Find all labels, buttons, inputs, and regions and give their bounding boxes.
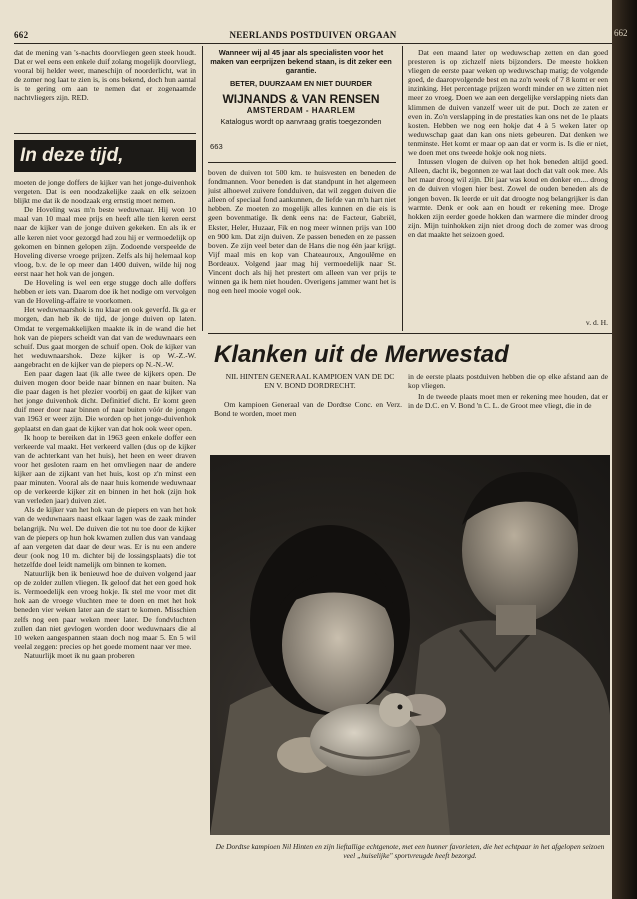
section-rule <box>208 333 612 334</box>
column-divider <box>202 46 203 331</box>
photo-caption: De Dordtse kampioen Nil Hinten en zijn lieftallige echtgenote, met een hunner favorieten, die het echtpaar in het afgelopen seizoen veel „huiselijke" sportvreugde heeft bezorgd. <box>215 842 605 860</box>
paragraph: Het weduwnaarshok is nu klaar en ook geverfd. Ik ga er morgen, dan heb ik de tijd, de jonge duiven op laten. Omdat te vergemakkelijken maakte ik in de wand die het hok van de piepers scheidt van dat van de weduwnaars een schuif. Dus gaat morgen de schuif open. Ook de kijker van het weduwnaarshok. Deze kijker is op W.-Z.-W. aangebracht en de kijker van de piepers op N.-N.-W. <box>14 305 196 369</box>
advertisement <box>208 48 394 126</box>
article-title: Klanken uit de Merwestad <box>214 341 509 368</box>
editor-note: dat de mening van 's-nachts doorvliegen geen steek houdt. Dat er wel eens een enkele duif zolang mogelijk doorvliegt, vooral bij helder weer, maneschijn of noorderlicht, wat in de zomer nog laat te zien is, is ons bekend, doch hun aantal is te gering om aan te nemen dat er zogenaamde nachtvliegers zijn. RED. <box>14 48 196 103</box>
ad-slogan: BETER, DUURZAAM EN NIET DUURDER <box>229 79 373 88</box>
ad-city: AMSTERDAM - HAARLEM <box>246 106 356 115</box>
section-banner: In deze tijd, <box>14 140 196 172</box>
ad-rule <box>208 162 396 163</box>
header-rule <box>14 43 612 44</box>
article-intro-right-2: In de tweede plaats moet men er rekening mee houden, dat er in de D.C. en V. Bond 'n C. L. de Groot mee vliegt, die in de <box>408 392 608 411</box>
page-number-left: 662 <box>14 30 29 40</box>
photo-illustration <box>210 455 610 835</box>
ad-company: WIJNANDS & VAN RENSEN <box>222 92 380 106</box>
ad-intro: Wanneer wij al 45 jaar als specialisten voor het maken van eerprijzen bekend staan, is dit zeker een garantie. <box>210 48 392 75</box>
publication-title: NEERLANDS POSTDUIVEN ORGAAN <box>229 30 397 40</box>
column-divider <box>402 46 403 331</box>
signature: v. d. H. <box>585 318 608 327</box>
paragraph: Als de kijker van het hok van de piepers en van het hok van de weduwnaars naast elkaar lagen was de zaak minder belangrijk. Nu wel. De duiven die tot nu toe door de kijker van de piepers op hun hok kwamen zullen dus van vandaag af aan vergeten dat daar de deur was. Er is nu een andere deur (ook nog 10 m. dichter bij de lossingsplaats) die tot hetzelfde doel leidt namelijk om binnen te komen. <box>14 505 196 569</box>
paragraph: boven de duiven tot 500 km. te huisvesten en beneden de fondmannen. Voor beneden is dat standpunt in het algemeen juist alhoewel zuivere fondduiven, dat wil zeggen duiven die alleen of speciaal fond aankunnen, de liefde van m'n hart niet hebben. Ze moeten zo mogelijk alles kunnen en die eis is geen bovenmatige. Ik denk eens na: de Facteur, Gabriël, Ekster, Heler, Huzaar, Fik en nog meer winnen prijs van 100 en 900 km. Dat zijn duiven. Ze passen beneden en ze passen boven. Ze zijn veel beter dan de Hans die nog één jaar krijgt. Vijf maal mis en kop van Chateauroux, Angoulême en Bordeaux. Volgend jaar mag hij vermoedelijk naar St. Vincent doch als hij het prestert om alleen van ver prijs te winnen ga ik hem niet houden. Overigens jammer want het is nog een heel mooie vogel ook. <box>208 168 396 296</box>
ad-catalog: Katalogus wordt op aanvraag gratis toegezonden <box>220 117 382 126</box>
page-number-right: 662 <box>614 28 628 38</box>
paragraph: Een paar dagen laat (ik alle twee de kijkers open. De duiven mogen door beide naar binnen en naar buiten. Na die paar dagen is het plezier voorbij en gaat de kijker van het jonge duivenhok dicht. Definitief dicht. Er komt geen duif meer door naar binnen of naar buiten vóór de jongen van 1963 er weer zijn. Die worden op het jonge-duivenhok geplaatst en dan gaat de kijker van dat hok ook weer open. <box>14 368 196 433</box>
article-subhead: NIL HINTEN GENERAAL KAMPIOEN VAN DE DC EN V. BOND DORDRECHT. <box>225 372 395 390</box>
paragraph: moeten de jonge doffers de kijker van het jonge-duivenhok vergeten. Dat is een noodzakelijke zaak en elk seizoen blijkt me dat ik de noodzaak erg ernstig moet nemen. <box>14 178 196 206</box>
page-header <box>14 30 612 42</box>
column-3-body <box>408 48 608 316</box>
paragraph: De Hoveling is wel een erge stugge doch alle doffers hebben er iets van. Daarom doe ik het nodige om vervolgen van de Hoveling-affaire te voorkomen. <box>14 278 196 306</box>
column-1-rule <box>14 133 196 134</box>
page-edge-shadow <box>612 0 637 899</box>
paragraph: Ik hoop te bereiken dat in 1963 geen enkele doffer een verkeerde val maakt. Het verkeerd vallen (dus op de kijker van de achterkant van het huis), het heen en weer draven voor het gesloten raam en het omvliegen naar de andere kijker aan de zijkant van het huis, kost op z'n minst een paar minuten. Vooral als de naar huis komende weduwnaar op de verkeerde kijker zit en binnen in het hok (zijn hok van verleden jaar) duiven ziet. <box>14 432 196 506</box>
column-2-body <box>208 168 396 328</box>
article-intro-left: Om kampioen Generaal van de Dordtse Conc. en Verz. Bond te worden, moet men <box>214 400 402 419</box>
column-1-top <box>14 48 196 132</box>
paragraph: Intussen vlogen de duiven op het hok beneden altijd goed. Alleen, dacht ik, begonnen ze wat laat doch dat valt ook mee. Als het maar droog wil zijn. Dit jaar was koud en donker en.... droog en de duiven vlogen hier best. Zowel de ouden beneden als de jongen boven. Ik leerde er uit dat droogte nog belangrijker is dan warmte. Denk er ook aan en houdt er rekening mee. Droge hokken zijn eerder goede hokken dan warmere die minder droog zijn. Mijn tuinhokken zijn niet droog doch de zomer was droog en dat maakte het seizoen goed. <box>408 157 608 239</box>
paragraph: De Hoveling was m'n beste weduwnaar. Hij won 10 maal van 10 maal mee prijs en heeft alle tien keren eerst naar de kijker van de jonge duiven gekeken. En als ik er alle keren niet voor gezorgd had zou hij er vermoedelijk op gekomen en binnen gelopen zijn. Zodoende verspeelde de Hoveling diverse vroege prijzen. Zelfs als hij helemaal kop vloog, b.v. de le op meer dan 1400 duiven, wilde hij nog eerst naar het hok van de jongen. <box>14 205 196 278</box>
paragraph: Natuurlijk moet ik nu gaan proberen <box>24 650 135 660</box>
article-intro-right: in de eerste plaats postduiven hebben die op elke afstand aan de kop vliegen. <box>408 372 608 390</box>
paragraph: Dat een maand later op weduwschap zetten en dan goed presteren is op zichzelf niets bijzonders. De meeste hokken vliegen de eerste paar weken op weduwschap matig; de volgende goed, de daaropvolgende best en na zo'n week of 7 8 komt er een inzinking. Het percentage prijzen wordt minder en we zitten niet meer zo vroeg. Doen we aan een dergelijke verslapping niets dan klimmen de duiven vanzelf weer uit de put. Doch ze zaten er even in. Zo'n verslapping in de prestaties kan ons net de 1e plaats kosten. Hebben we nog een hokje dat 4 à 5 weken later op weduwschap gaat dan kan ons niets gebeuren. Dat denken we tenminste. Het komt er maar op aan dat er vorm is. Is die er niet, we doen met ons tweede hokje ook nog niets. <box>408 48 608 158</box>
couple-photo <box>210 455 610 835</box>
column-1-body <box>14 178 196 893</box>
ad-number: 663 <box>210 142 223 151</box>
paragraph: Natuurlijk ben ik benieuwd hoe de duiven volgend jaar op de zolder zullen vliegen. Ik geloof dat het een goed hok is. Vermoedelijk een vroeg hokje. Ik stel me voor met dit hok aan de vroege vluchten mee te doen en met het hok beneden vier weken later aan de start te komen. Misschien zelfs nog een paar weken meer later. De fondvluchten zullen dan niet gevlogen worden door weduwnaars die al 10 weken aangespannen staan doch nog maar 5. En 5 wil veelal zeggen: precies op het goede moment naar ver mee. <box>14 569 196 651</box>
